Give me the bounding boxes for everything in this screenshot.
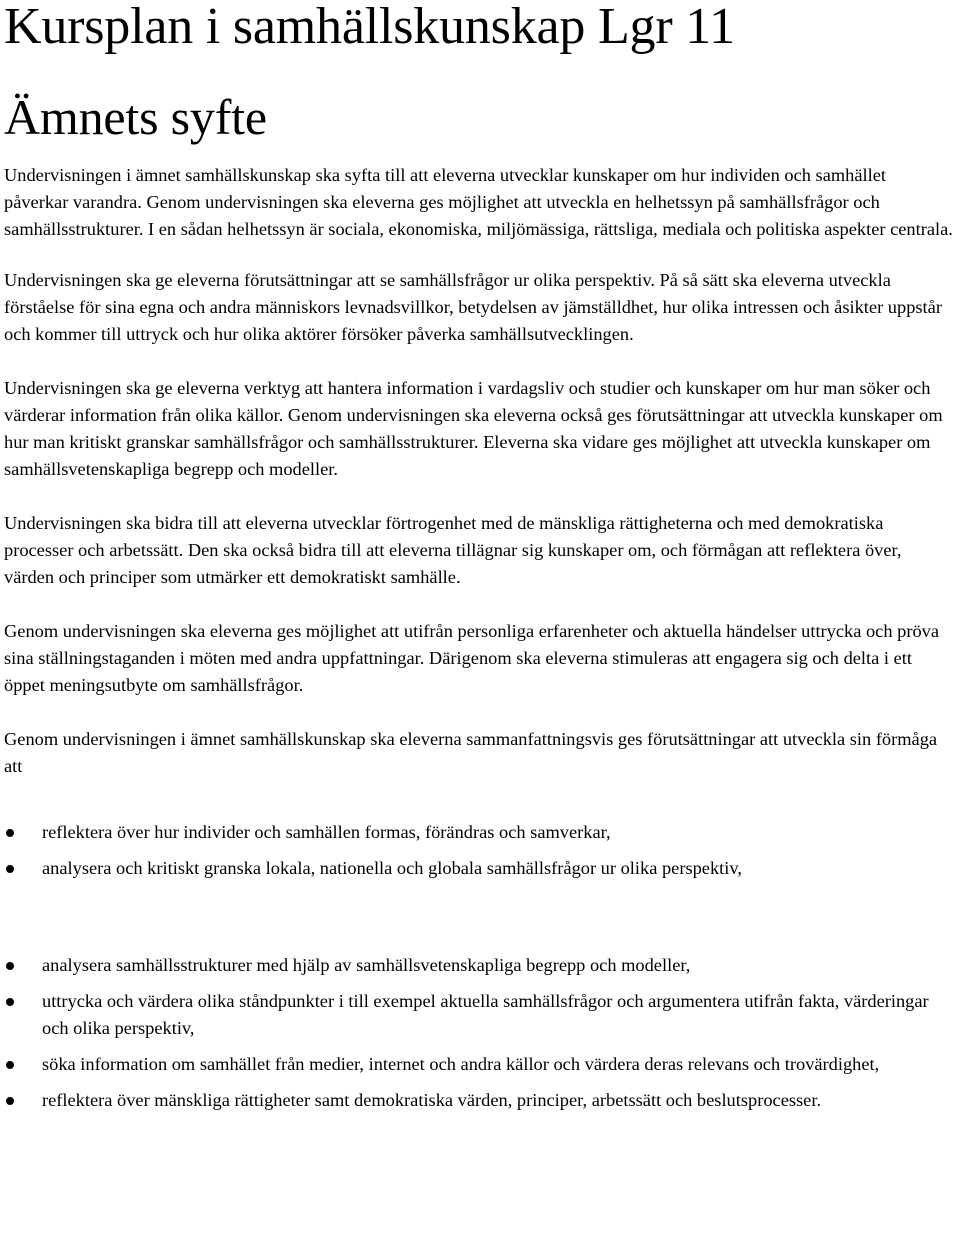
document-title: Kursplan i samhällskunskap Lgr 11 — [4, 0, 735, 55]
list-item-text: söka information om samhället från medier, internet och andra källor och värdera deras relevans och trovärdighet, — [42, 1054, 880, 1074]
list-item-text: reflektera över hur individer och samhällen formas, förändras och samverkar, — [42, 822, 611, 842]
paragraph-2: Undervisningen ska ge eleverna förutsättningar att se samhällsfrågor ur olika perspektiv. På så sätt ska eleverna utveckla förståelse för sina egna och andra människors levnadsvillkor, betydelsen av jämställdhet, hur olika intressen och åsikter uppstår och kommer till uttryck och hur olika aktörer försöker påverka samhällsutvecklingen. — [4, 270, 942, 344]
list-item — [4, 1087, 954, 1114]
list-item — [4, 819, 954, 846]
paragraph-5: Genom undervisningen ska eleverna ges möjlighet att utifrån personliga erfarenheter och aktuella händelser uttrycka och pröva sina ställningstaganden i möten med andra uppfattningar. Därigenom ska eleverna stimuleras att engagera sig och delta i ett öppet meningsutbyte om samhällsfrågor. — [4, 621, 940, 695]
list-item — [4, 1051, 954, 1078]
bullet-list-1 — [4, 819, 954, 882]
paragraph-4: Undervisningen ska bidra till att eleverna utvecklar förtrogenhet med de mänskliga rättigheterna och med demokratiska processer och arbetssätt. Den ska också bidra till att eleverna tillägnar sig kunskaper om, och förmågan att reflektera över, värden och principer som utmärker ett demokratiskt samhälle. — [4, 513, 902, 587]
bullet-dot-icon — [6, 1061, 14, 1069]
list-item-text: reflektera över mänskliga rättigheter samt demokratiska värden, principer, arbetssätt och beslutsprocesser. — [42, 1090, 822, 1110]
list-item-text: analysera samhällsstrukturer med hjälp av samhällsvetenskapliga begrepp och modeller, — [42, 955, 691, 975]
paragraph-1: Undervisningen i ämnet samhällskunskap ska syfta till att eleverna utvecklar kunskaper om hur individen och samhället påverkar varandra. Genom undervisningen ska eleverna ges möjlighet att utveckla en helhetssyn på samhällsfrågor och samhällsstrukturer. I en sådan helhetssyn är sociala, ekonomiska, miljömässiga, rättsliga, mediala och politiska aspekter centrala. — [4, 165, 953, 239]
paragraph-6: Genom undervisningen i ämnet samhällskunskap ska eleverna sammanfattningsvis ges förutsättningar att utveckla sin förmåga att — [4, 729, 938, 776]
bullet-dot-icon — [6, 998, 14, 1006]
list-item — [4, 952, 954, 979]
bullet-dot-icon — [6, 962, 14, 970]
list-item — [4, 855, 954, 882]
list-item — [4, 988, 954, 1042]
bullet-dot-icon — [6, 1097, 14, 1105]
list-item-text: analysera och kritiskt granska lokala, nationella och globala samhällsfrågor ur olika perspektiv, — [42, 858, 742, 878]
list-item-text: uttrycka och värdera olika ståndpunkter i till exempel aktuella samhällsfrågor och argumentera utifrån fakta, värderingar och olika perspektiv, — [42, 991, 929, 1038]
bullet-list-2 — [4, 952, 954, 1114]
document-page — [4, 0, 954, 1114]
bullet-dot-icon — [6, 829, 14, 837]
bullet-dot-icon — [6, 865, 14, 873]
section-heading: Ämnets syfte — [4, 89, 267, 145]
paragraph-3: Undervisningen ska ge eleverna verktyg att hantera information i vardagsliv och studier och kunskaper om hur man söker och värderar information från olika källor. Genom undervisningen ska eleverna också ges förutsättningar att utveckla kunskaper om hur man kritiskt granskar samhällsfrågor och samhällsstrukturer. Eleverna ska vidare ges möjlighet att utveckla kunskaper om samhällsvetenskapliga begrepp och modeller. — [4, 378, 943, 479]
